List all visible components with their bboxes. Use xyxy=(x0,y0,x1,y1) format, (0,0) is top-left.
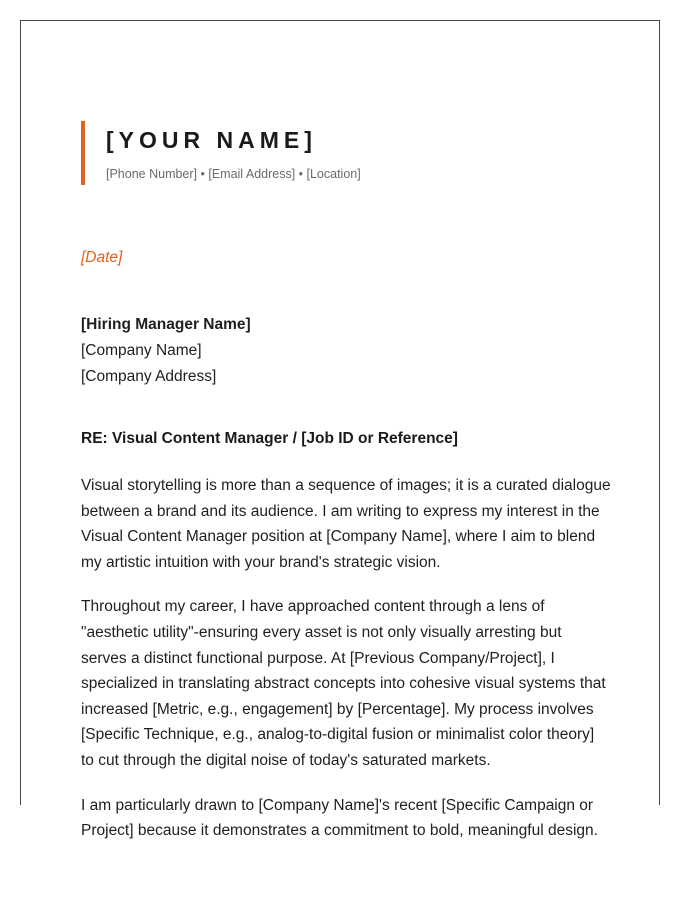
contact-line: [Phone Number] • [Email Address] • [Location] xyxy=(106,167,361,181)
letter-page xyxy=(20,20,660,840)
letter-header xyxy=(81,121,361,185)
body-paragraph: I am particularly drawn to [Company Name]'s recent [Specific Campaign or Project] because it demonstrates a commitment to bold, meaningful design. xyxy=(81,796,598,840)
subject-line: RE: Visual Content Manager / [Job ID or Reference] xyxy=(81,430,458,447)
letter-body xyxy=(81,473,611,863)
body-paragraph: Throughout my career, I have approached content through a lens of "aesthetic utility"-ensuring every asset is not only visually arresting but serves a distinct functional purpose. At [Previous Company/Project], I specialized in translating abstract concepts into cohesive visual systems that increased [Metric, e.g., engagement] by [Percentage]. My process involves [Specific Technique, e.g., analog-to-digital fusion or minimalist color theory] to cut through the digital noise of today's saturated markets. xyxy=(81,598,606,769)
applicant-name: [YOUR NAME] xyxy=(106,127,317,153)
company-name: [Company Name] xyxy=(81,342,202,359)
recipient-block xyxy=(81,312,251,390)
body-paragraph: Visual storytelling is more than a sequence of images; it is a curated dialogue between a brand and its audience. I am writing to express my interest in the Visual Content Manager position at [Company Name], where I aim to blend my artistic intuition with your brand's strategic vision. xyxy=(81,477,611,571)
hiring-manager-name: [Hiring Manager Name] xyxy=(81,316,251,333)
letter-date: [Date] xyxy=(81,249,123,266)
company-address: [Company Address] xyxy=(81,368,217,385)
